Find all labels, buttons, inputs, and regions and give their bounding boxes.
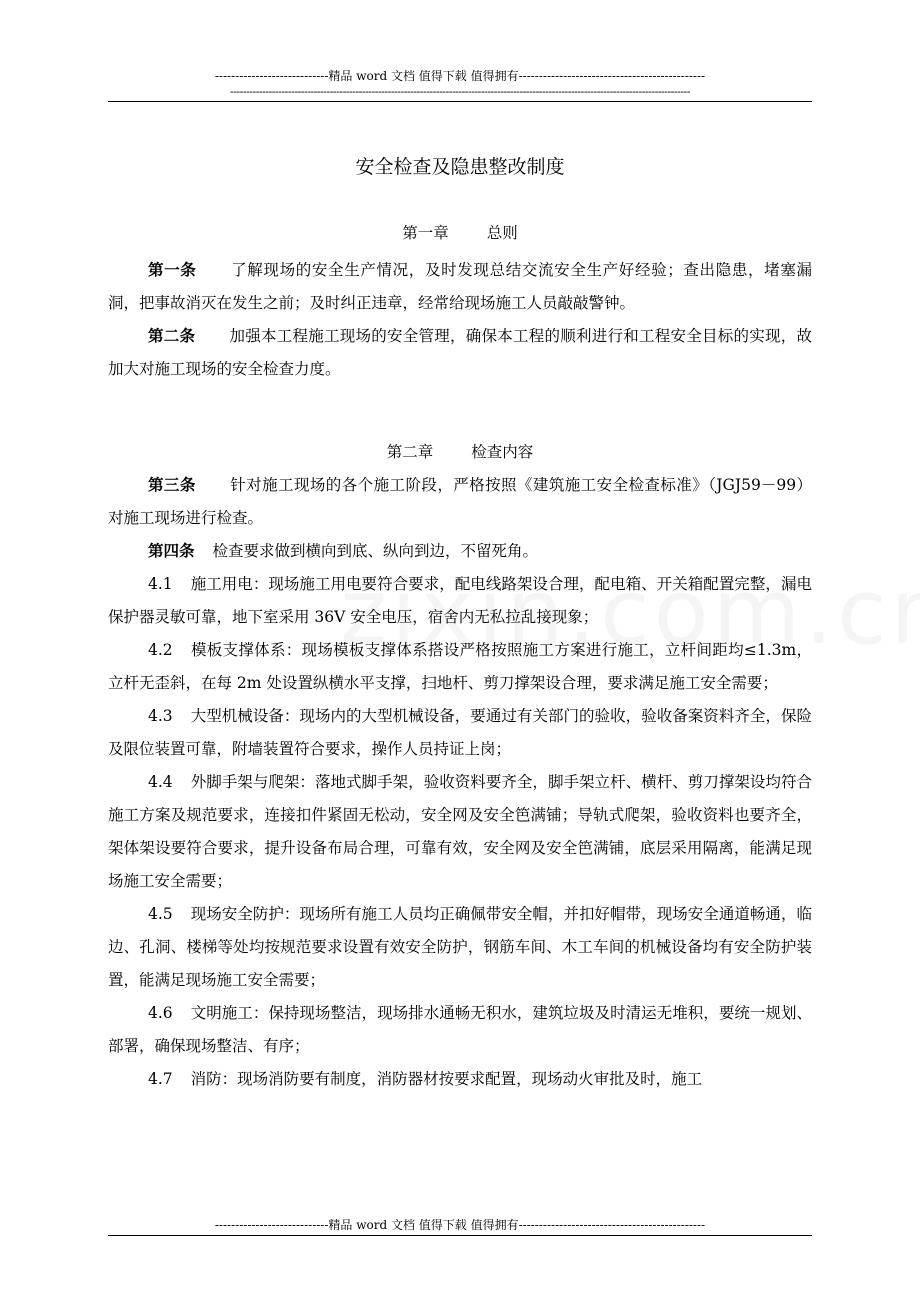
article-4-text: 检查要求做到横向到底、纵向到边，不留死角。 (212, 542, 539, 560)
item-4-2-number: 4.2 (148, 641, 173, 659)
item-4-4-number: 4.4 (148, 773, 173, 791)
header-dash-line: ----------------------------------------------------------------------------------------------------------------------------------------------- (229, 85, 690, 98)
chapter-1-name: 总则 (486, 224, 518, 242)
item-4-2 (108, 634, 812, 700)
article-3-label: 第三条 (148, 476, 196, 494)
item-4-6-number: 4.6 (148, 1004, 173, 1022)
item-4-7 (108, 1063, 812, 1096)
item-4-5-number: 4.5 (148, 905, 173, 923)
article-1-label: 第一条 (148, 261, 197, 279)
article-1 (108, 254, 812, 320)
article-3-text: 针对施工现场的各个施工阶段，严格按照《建筑施工安全检查标准》（JGJ59－99）对施工现场进行检查。 (108, 476, 812, 527)
chapter-2-label: 第二章 (386, 443, 434, 461)
item-4-5-text: 现场安全防护：现场所有施工人员均正确佩带安全帽，并扣好帽带，现场安全通道畅通，临边、孔洞、楼梯等处均按规范要求设置有效安全防护，钢筋车间、木工车间的机械设备均有安全防护装置，能满足现场施工安全需要； (108, 905, 812, 989)
item-4-7-number: 4.7 (148, 1070, 173, 1088)
chapter-1-label: 第一章 (402, 224, 449, 242)
item-4-1-number: 4.1 (148, 575, 173, 593)
document-title: 安全检查及隐患整改制度 (355, 156, 565, 178)
header-rule (108, 101, 812, 102)
article-4 (108, 535, 812, 568)
footer-rule (108, 1235, 812, 1236)
item-4-7-text: 消防：现场消防要有制度，消防器材按要求配置，现场动火审批及时，施工 (190, 1070, 703, 1088)
item-4-6-text: 文明施工：保持现场整洁，现场排水通畅无积水，建筑垃圾及时清运无堆积，要统一规划、部署，确保现场整洁、有序； (108, 1004, 812, 1055)
footer-banner: ----------------------------精品 word 文档 值得下载 值得拥有---------------------------------------------- (214, 1218, 706, 1232)
item-4-3-number: 4.3 (148, 707, 173, 725)
article-2-label: 第二条 (148, 327, 196, 345)
item-4-3-text: 大型机械设备：现场内的大型机械设备，要通过有关部门的验收，验收备案资料齐全，保险及限位装置可靠，附墙装置符合要求，操作人员持证上岗； (108, 707, 812, 758)
chapter-1-heading (0, 221, 920, 243)
chapter-1-body (108, 254, 812, 386)
article-1-text: 了解现场的安全生产情况，及时发现总结交流安全生产好经验；查出隐患，堵塞漏洞，把事故消灭在发生之前；及时纠正违章，经常给现场施工人员敲敲警钟。 (108, 261, 812, 312)
item-4-6 (108, 997, 812, 1063)
item-4-1-text: 施工用电：现场施工用电要符合要求，配电线路架设合理，配电箱、开关箱配置完整，漏电保护器灵敏可靠，地下室采用 36V 安全电压，宿舍内无私拉乱接现象； (108, 575, 812, 626)
article-2 (108, 320, 812, 386)
item-4-4 (108, 766, 812, 898)
item-4-4-text: 外脚手架与爬架：落地式脚手架，验收资料要齐全，脚手架立杆、横杆、剪刀撑架设均符合施工方案及规范要求，连接扣件紧固无松动，安全网及安全笆满铺；导轨式爬架，验收资料也要齐全，架体架设要符合要求，提升设备布局合理，可靠有效，安全网及安全笆满铺，底层采用隔离，能满足现场施工安全需要； (108, 773, 812, 890)
item-4-3 (108, 700, 812, 766)
article-3 (108, 469, 812, 535)
item-4-2-text: 模板支撑体系：现场模板支撑体系搭设严格按照施工方案进行施工，立杆间距均≤1.3m，立杆无歪斜，在每 2m 处设置纵横水平支撑，扫地杆、剪刀撑架设合理，要求满足施工安全需要； (108, 641, 812, 692)
item-4-5 (108, 898, 812, 997)
header-banner: ----------------------------精品 word 文档 值得下载 值得拥有---------------------------------------------- (214, 69, 706, 83)
chapter-2-body (108, 469, 812, 1096)
chapter-2-name: 检查内容 (471, 443, 534, 461)
chapter-2-heading (0, 440, 920, 462)
article-2-text: 加强本工程施工现场的安全管理，确保本工程的顺利进行和工程安全目标的实现，故加大对施工现场的安全检查力度。 (108, 327, 812, 378)
item-4-1 (108, 568, 812, 634)
article-4-label: 第四条 (148, 542, 195, 560)
